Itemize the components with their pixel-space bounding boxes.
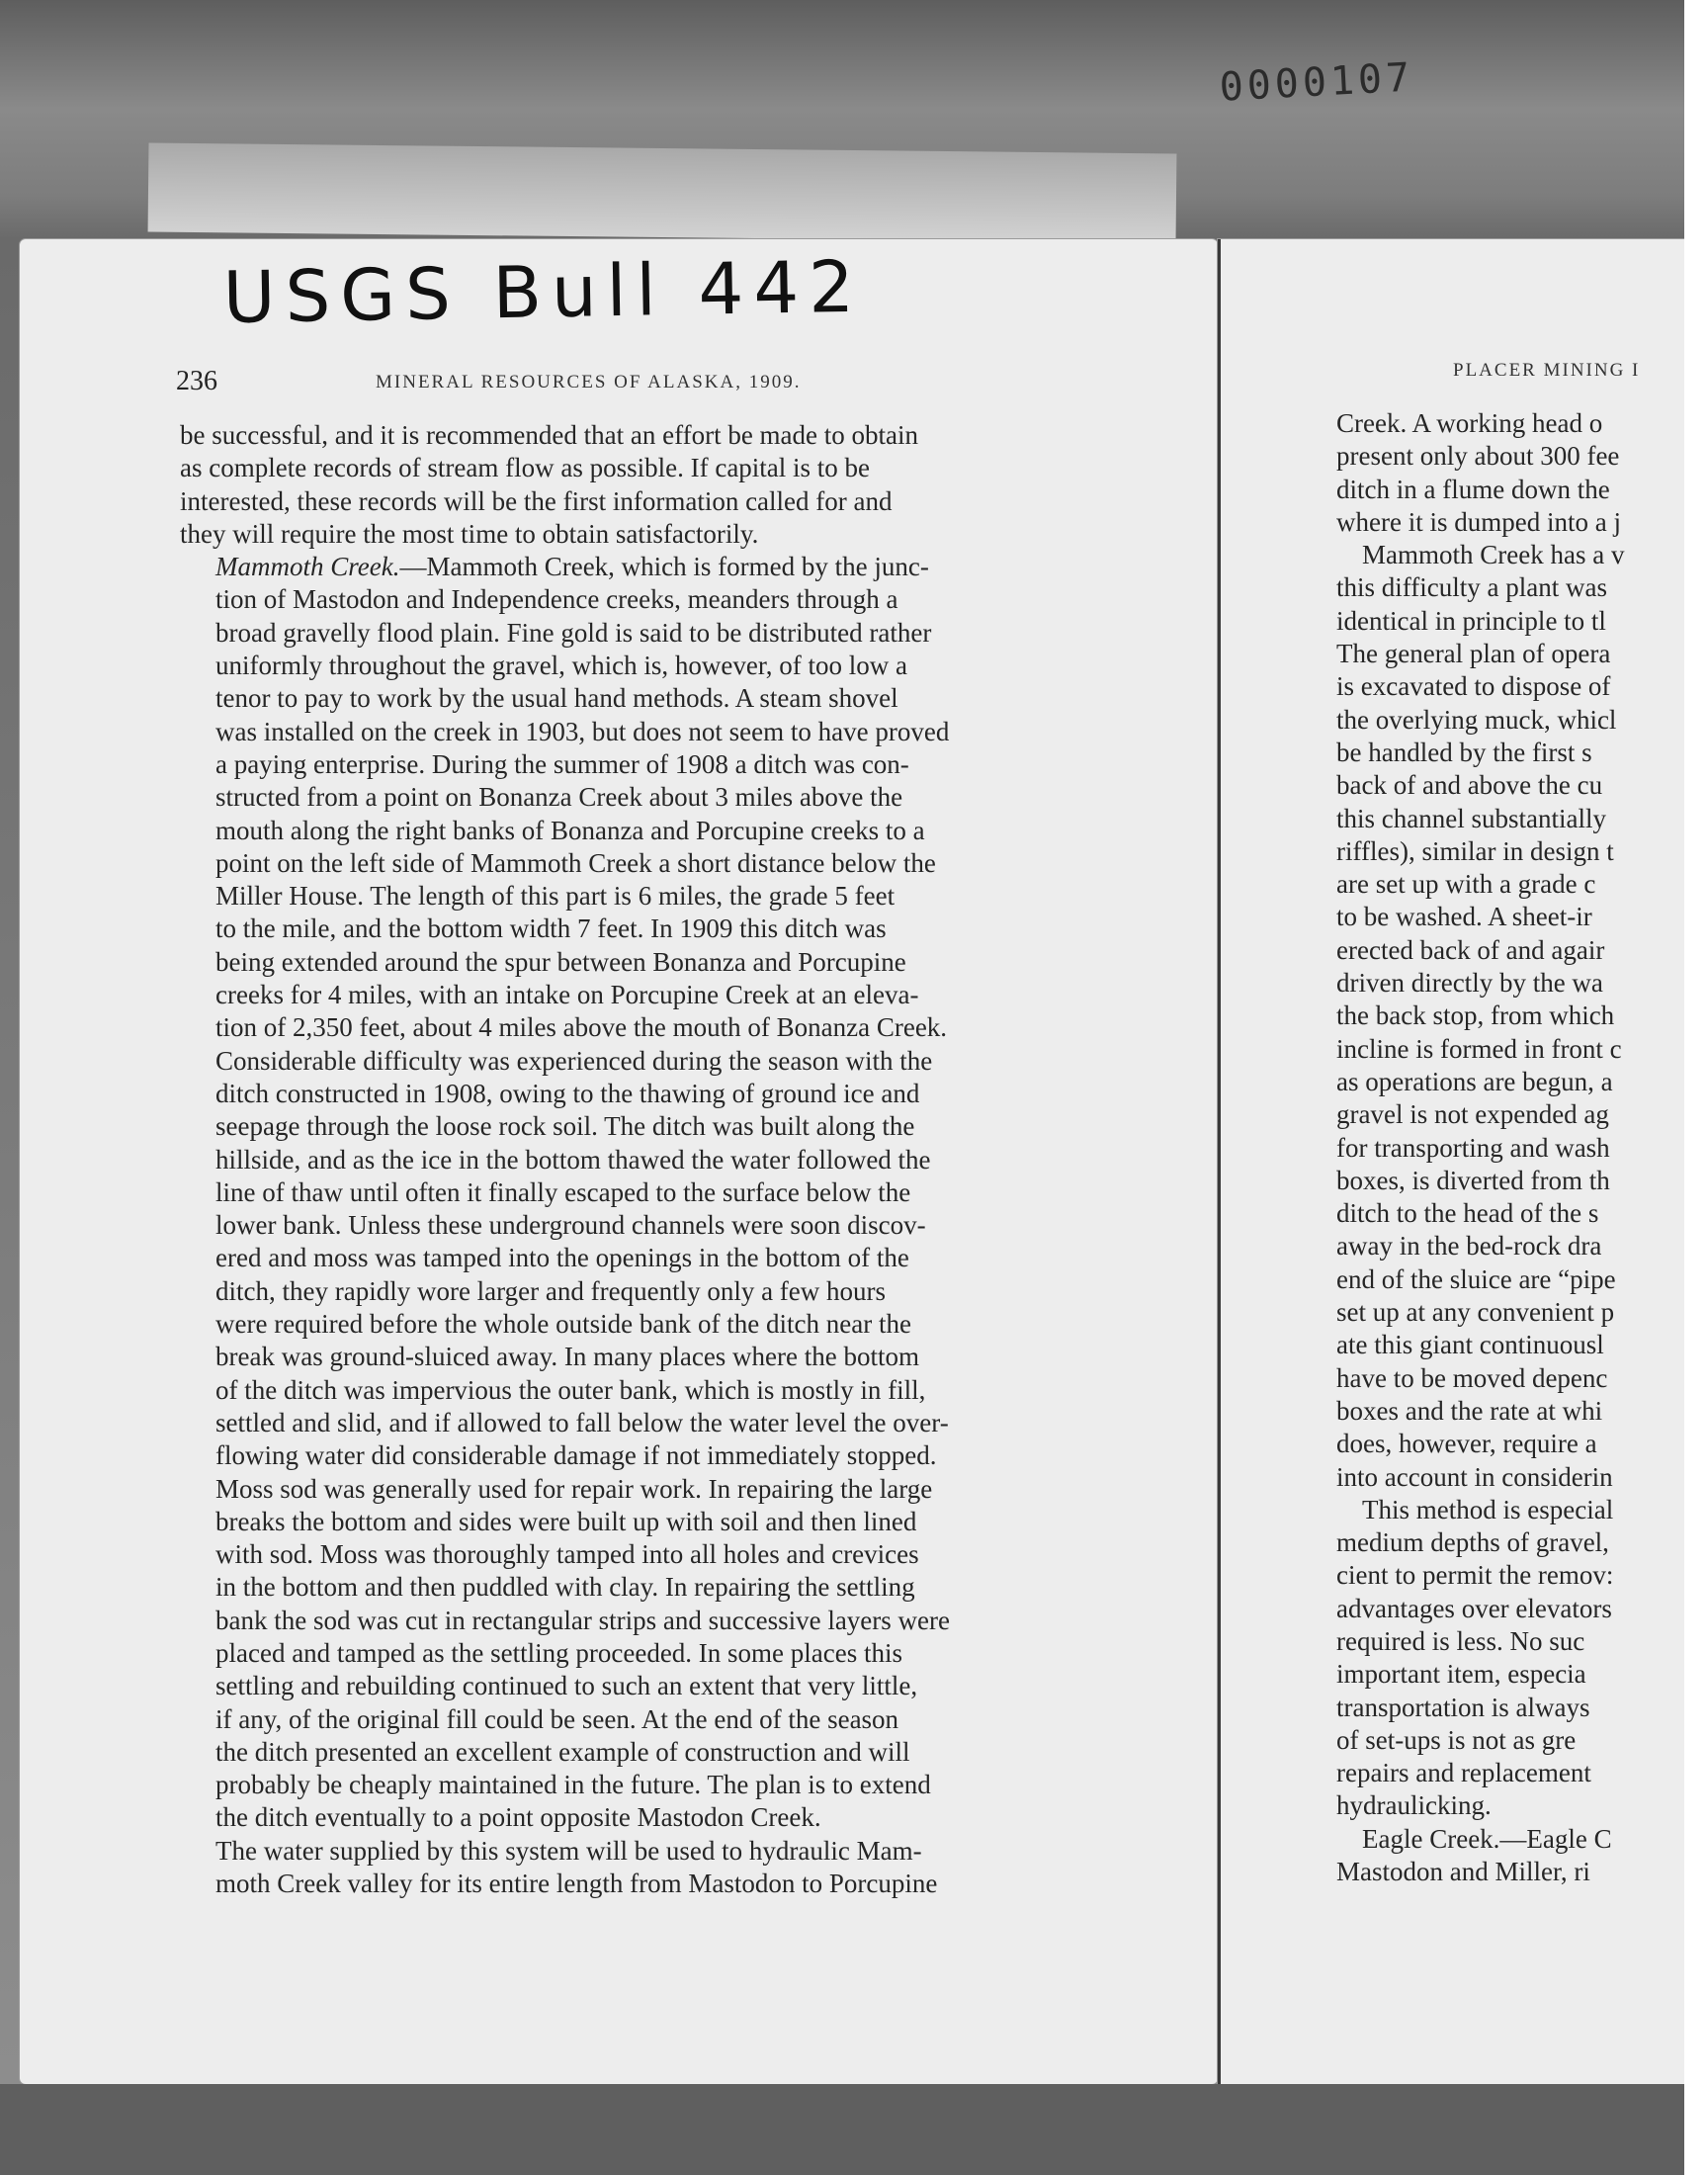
text-line: The general plan of opera [1336, 639, 1611, 669]
text-line: Mammoth Creek has a v [1362, 540, 1625, 570]
running-head: MINERAL RESOURCES OF ALASKA, 1909. [376, 372, 802, 392]
text-line: Creek. A working head o [1336, 408, 1603, 438]
text-line: repairs and replacement [1336, 1758, 1591, 1788]
text-line: being extended around the spur between Bonanza and Porcupine [215, 946, 906, 977]
section-heading: Mammoth Creek. [215, 552, 400, 582]
text-line: ditch to the head of the s [1336, 1198, 1599, 1229]
text-line: incline is formed in front c [1336, 1033, 1622, 1064]
text-line: ditch constructed in 1908, owing to the thawing of ground ice and [215, 1078, 920, 1108]
document-stamp: 0000107 [1218, 54, 1415, 111]
text-line: probably be cheaply maintained in the future. The plan is to extend [215, 1770, 931, 1800]
text-line: break was ground-sluiced away. In many places where the bottom [215, 1342, 920, 1372]
text-line: for transporting and wash [1336, 1132, 1610, 1163]
text-line: uniformly throughout the gravel, which is, however, of too low a [215, 651, 908, 681]
text-line: The water supplied by this system will be used to hydraulic Mam- [215, 1835, 922, 1866]
text-line: into account in considerin [1336, 1461, 1613, 1492]
text-line: hillside, and as the ice in the bottom thawed the water followed the [215, 1144, 931, 1174]
text-line: driven directly by the wa [1336, 968, 1603, 999]
text-line: riffles), similar in design t [1336, 835, 1614, 866]
left-page-body [180, 419, 1069, 1900]
text-line: where it is dumped into a j [1336, 506, 1621, 537]
text-line: line of thaw until often it finally escaped to the surface below the [215, 1176, 911, 1207]
text-line: transportation is always [1336, 1692, 1590, 1722]
text-line: as operations are begun, a [1336, 1066, 1613, 1096]
text-line: the overlying muck, whicl [1336, 704, 1617, 735]
text-line: important item, especia [1336, 1659, 1586, 1690]
text-line: Mastodon and Miller, ri [1336, 1857, 1590, 1887]
text-line: to the mile, and the bottom width 7 feet. In 1909 this ditch was [215, 914, 887, 944]
backing-sheet [148, 143, 1177, 243]
text-line: have to be moved depenc [1336, 1362, 1608, 1393]
text-line: interested, these records will be the first information called for and [180, 485, 893, 516]
text-line: a paying enterprise. During the summer of 1908 a ditch was con- [215, 748, 909, 779]
text-line: placed and tamped as the settling proceeded. In some places this [215, 1637, 903, 1668]
text-line: erected back of and agair [1336, 934, 1605, 965]
text-line: does, however, require a [1336, 1429, 1597, 1459]
text-line: ditch, they rapidly wore larger and frequently only a few hours [215, 1275, 887, 1306]
text-line: Moss sod was generally used for repair work. In repairing the large [215, 1473, 933, 1504]
text-line: broad gravelly flood plain. Fine gold is said to be distributed rather [215, 617, 932, 648]
text-line: flowing water did considerable damage if not immediately stopped. [215, 1440, 937, 1471]
text-fragment: —Mammoth Creek, which is formed by the junc- [399, 552, 929, 582]
text-line: are set up with a grade c [1336, 869, 1596, 900]
text-line: tion of 2,350 feet, about 4 miles above the mouth of Bonanza Creek. [215, 1012, 948, 1043]
text-line: as complete records of stream flow as possible. If capital is to be [180, 453, 871, 483]
text-line: ditch in a flume down the [1336, 474, 1610, 504]
scan-right-margin [1684, 0, 1708, 2175]
text-line: creeks for 4 miles, with an intake on Porcupine Creek at an eleva- [215, 980, 919, 1010]
text-line: settling and rebuilding continued to such an extent that very little, [215, 1671, 918, 1701]
text-line: Considerable difficulty was experienced during the season with the [215, 1045, 933, 1076]
text-line: present only about 300 fee [1336, 441, 1620, 472]
right-running-head: PLACER MINING I [1453, 360, 1641, 381]
text-line: bank the sod was cut in rectangular strips and successive layers were [215, 1605, 951, 1635]
text-line: in the bottom and then puddled with clay. In repairing the settling [215, 1572, 915, 1603]
text-line: ate this giant continuousl [1336, 1330, 1604, 1360]
text-line: medium depths of gravel, [1336, 1527, 1609, 1558]
text-line: to be washed. A sheet-ir [1336, 902, 1592, 932]
text-line: moth Creek valley for its entire length from Mastodon to Porcupine [215, 1869, 938, 1899]
text-line: set up at any convenient p [1336, 1297, 1615, 1328]
text-line: breaks the bottom and sides were built up with soil and then lined [215, 1506, 917, 1536]
text-line: if any, of the original fill could be seen. At the end of the season [215, 1703, 899, 1734]
text-line: identical in principle to tl [1336, 605, 1606, 636]
text-line: advantages over elevators [1336, 1593, 1612, 1623]
text-line: tion of Mastodon and Independence creeks, meanders through a [215, 584, 898, 615]
text-line: hydraulicking. [1336, 1790, 1492, 1821]
text-line: ered and moss was tamped into the openings in the bottom of the [215, 1243, 909, 1273]
text-line: were required before the whole outside bank of the ditch near the [215, 1309, 911, 1340]
text-line: this difficulty a plant was [1336, 572, 1607, 603]
text-line: of set-ups is not as gre [1336, 1724, 1577, 1755]
text-line: is excavated to dispose of [1336, 671, 1611, 702]
text-line: lower bank. Unless these underground channels were soon discov- [215, 1210, 926, 1241]
right-page-body [1336, 407, 1624, 1888]
text-line: of the ditch was impervious the outer bank, which is mostly in fill, [215, 1374, 926, 1405]
text-line: they will require the most time to obtain satisfactorily. [180, 518, 759, 549]
paragraph [180, 551, 1069, 1044]
text-line [180, 551, 1069, 583]
text-line: required is less. No suc [1336, 1625, 1585, 1656]
text-line: the ditch presented an excellent example of construction and will [215, 1736, 910, 1767]
text-line: with sod. Moss was thoroughly tamped into all holes and crevices [215, 1539, 919, 1570]
text-line: away in the bed-rock dra [1336, 1231, 1602, 1262]
paragraph [180, 419, 1069, 551]
text-line: tenor to pay to work by the usual hand methods. A steam shovel [215, 683, 898, 714]
text-line: boxes and the rate at whi [1336, 1395, 1603, 1426]
text-line: was installed on the creek in 1903, but does not seem to have proved [215, 716, 950, 746]
text-line: this channel substantially [1336, 803, 1606, 833]
text-line: seepage through the loose rock soil. The ditch was built along the [215, 1111, 915, 1142]
text-line: boxes, is diverted from th [1336, 1165, 1610, 1195]
text-line: Eagle Creek.—Eagle C [1362, 1823, 1612, 1854]
paragraph [180, 1045, 1069, 1835]
text-line: mouth along the right banks of Bonanza and Porcupine creeks to a [215, 815, 925, 845]
paragraph [180, 1835, 1069, 1901]
text-line: be successful, and it is recommended that an effort be made to obtain [180, 420, 919, 450]
text-line: gravel is not expended ag [1336, 1099, 1609, 1130]
text-line: structed from a point on Bonanza Creek about 3 miles above the [215, 782, 903, 813]
text-line: This method is especial [1362, 1494, 1614, 1524]
text-line: Miller House. The length of this part is 6 miles, the grade 5 feet [215, 881, 896, 912]
text-line: end of the sluice are “pipe [1336, 1263, 1616, 1294]
text-line: settled and slid, and if allowed to fall below the water level the over- [215, 1407, 949, 1437]
text-line: the back stop, from which [1336, 1000, 1615, 1031]
scan-bottom-border [0, 2084, 1708, 2175]
text-line: the ditch eventually to a point opposite Mastodon Creek. [215, 1802, 821, 1833]
text-line: be handled by the first s [1336, 737, 1592, 767]
text-line: cient to permit the remov: [1336, 1560, 1614, 1591]
text-line: back of and above the cu [1336, 770, 1603, 801]
page-number: 236 [176, 366, 217, 396]
handwritten-title: USGS Bull 442 [222, 244, 865, 339]
text-line: point on the left side of Mammoth Creek a short distance below the [215, 847, 936, 878]
